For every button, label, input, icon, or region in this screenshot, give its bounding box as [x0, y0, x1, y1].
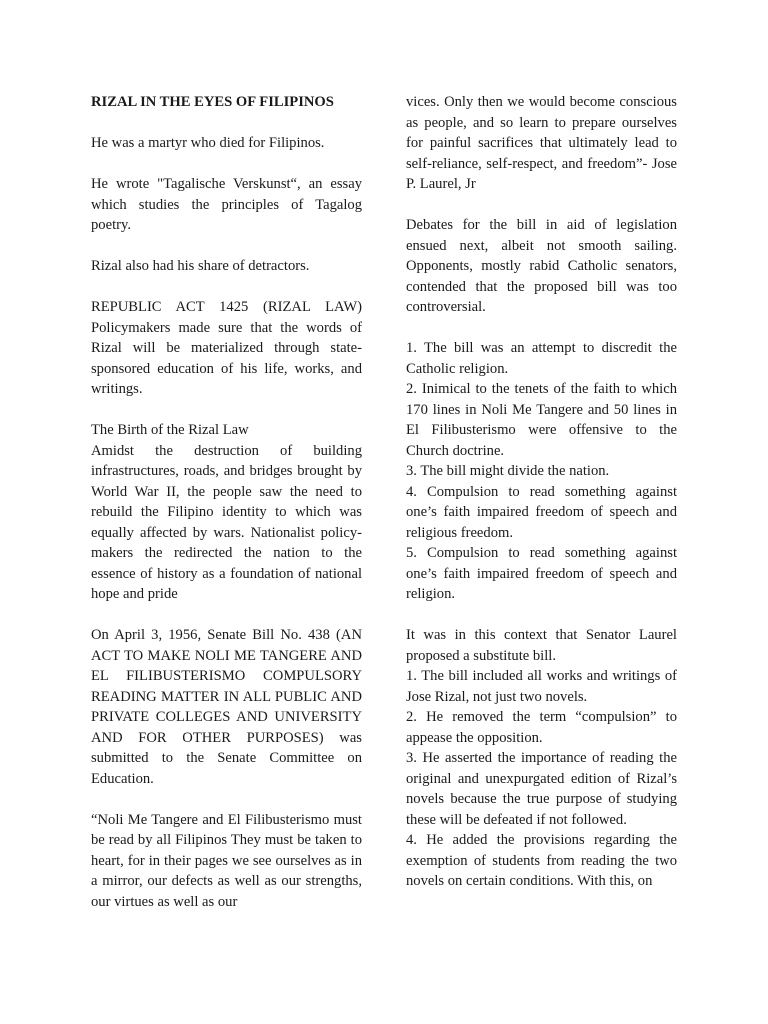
list-item: 2. Inimical to the tenets of the faith to which 170 lines in Noli Me Tangere and 50 lines in El Filibusterismo were offensive to the Church doctrine. [406, 381, 677, 459]
list-item: 1. The bill included all works and writings of Jose Rizal, not just two novels. [406, 668, 677, 705]
paragraph-debates: Debates for the bill in aid of legislation ensued next, albeit not smooth sailing. Opponents, mostly rabid Catholic senators, contended that the proposed bill was too controversial. [406, 217, 677, 315]
paragraph-detractors: Rizal also had his share of detractors. [91, 258, 310, 274]
list-item: 4. He added the provisions regarding the exemption of students from reading the two novels on certain conditions. With this, on [406, 832, 677, 889]
right-column [406, 92, 677, 892]
objections-list [406, 338, 677, 605]
changes-list [406, 666, 677, 892]
paragraph-martyr: He was a martyr who died for Filipinos. [91, 135, 325, 151]
paragraph-tagalische-verskunst: He wrote "Tagalische Verskunst“, an essay which studies the principles of Tagalog poetry. [91, 176, 362, 233]
list-item: 2. He removed the term “compulsion” to appease the opposition. [406, 709, 677, 746]
paragraph-quote-end: vices. Only then we would become conscious as people, and so learn to prepare ourselves for painful sacrifices that ultimately lead to self-reliance, self-respect, and freedom”- Jose P. Laurel, Jr [406, 94, 677, 192]
list-item: 1. The bill was an attempt to discredit the Catholic religion. [406, 340, 677, 377]
left-column [91, 92, 362, 933]
paragraph-republic-act: REPUBLIC ACT 1425 (RIZAL LAW) Policymakers made sure that the words of Rizal will be materialized through state-sponsored education of his life, works, and writings. [91, 299, 362, 397]
list-item: 4. Compulsion to read something against one’s faith impaired freedom of speech and religious freedom. [406, 483, 677, 541]
spacer [406, 605, 677, 626]
section-heading-birth-of-rizal-law: The Birth of the Rizal Law [91, 422, 249, 438]
paragraph-substitute-bill: It was in this context that Senator Laurel proposed a substitute bill. [406, 627, 677, 664]
document-title: RIZAL IN THE EYES OF FILIPINOS [91, 94, 334, 110]
paragraph-quote-start: “Noli Me Tangere and El Filibusterismo must be read by all Filipinos They must be taken to heart, for in their pages we see ourselves as in a mirror, our defects as well as our strengths, our virtues as well as our [91, 811, 362, 910]
list-item: 3. He asserted the importance of reading the original and unexpurgated edition of Rizal’s novels because the true purpose of studying these will be defeated if not followed. [406, 750, 677, 828]
paragraph-senate-bill: On April 3, 1956, Senate Bill No. 438 (AN ACT TO MAKE NOLI ME TANGERE AND EL FILIBUSTERISMO COMPULSORY READING MATTER IN ALL PUBLIC AND PRIVATE COLLEGES AND UNIVERSITY AND FOR OTHER PURPOSES) was submitted to the Senate Committee on Education. [91, 627, 362, 787]
paragraph-birth-of-rizal-law: Amidst the destruction of building infrastructures, roads, and bridges brought by World War II, the people saw the need to rebuild the Filipino identity to which was equally affected by wars. Nationalist policy-makers the redirected the nation to the essence of history as a foundation of national hope and pride [91, 442, 362, 602]
list-item: 5. Compulsion to read something against one’s faith impaired freedom of speech and religion. [406, 545, 677, 602]
list-item: 3. The bill might divide the nation. [406, 463, 610, 479]
